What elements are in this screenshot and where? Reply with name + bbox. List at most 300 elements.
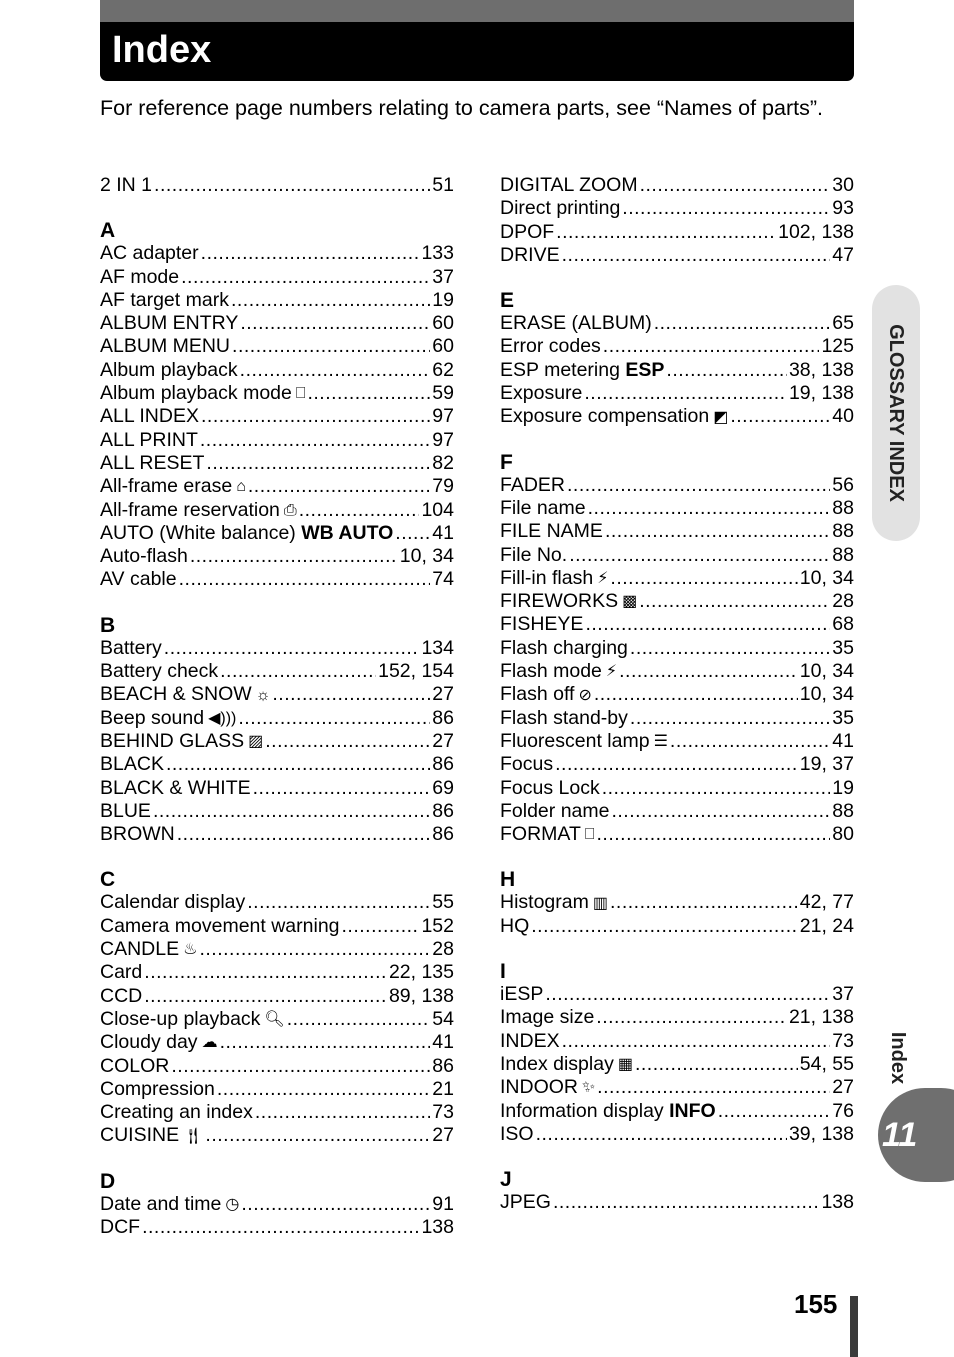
index-entry	[100, 1216, 454, 1239]
entry-label	[100, 800, 151, 823]
entry-label	[100, 289, 229, 312]
dot-leader	[142, 1216, 419, 1239]
entry-label	[100, 545, 188, 568]
behind-glass-icon: ▨	[248, 733, 264, 751]
entry-page: 51	[432, 174, 454, 196]
dot-leader	[247, 891, 430, 914]
entry-page: 152, 154	[378, 660, 454, 683]
entry-page: 19	[832, 776, 854, 799]
section-letter: H	[500, 868, 516, 892]
dot-leader	[199, 938, 430, 961]
entry-label-text: BROWN	[100, 823, 175, 846]
section-letter: E	[500, 289, 515, 313]
beach-snow-icon: ☼	[255, 686, 271, 704]
entry-label	[500, 660, 617, 683]
dot-leader	[179, 568, 431, 591]
dot-leader	[201, 242, 420, 265]
dot-leader	[622, 197, 830, 220]
entry-label-text: AF mode	[100, 265, 180, 288]
index-entry	[100, 1055, 454, 1078]
entry-label	[500, 730, 668, 753]
entry-page: 38, 138	[788, 358, 854, 381]
entry-page: 27	[832, 1076, 854, 1099]
chapter-badge	[878, 1088, 954, 1182]
entry-label-text: 2 IN 1	[100, 174, 153, 196]
entry-label-text: JPEG	[500, 1191, 551, 1214]
entry-label-text: All-frame reservation	[100, 498, 280, 521]
dot-leader	[602, 777, 831, 800]
entry-label-text: ALL INDEX	[100, 405, 199, 428]
entry-label-text: ALL PRINT	[100, 428, 198, 451]
entry-page: 10, 34	[799, 683, 854, 706]
entry-label	[100, 1193, 239, 1216]
index-entry	[100, 823, 454, 846]
index-entry	[500, 891, 854, 914]
entry-label	[100, 1101, 253, 1124]
section-gap	[500, 267, 854, 288]
dot-leader	[594, 683, 798, 706]
dot-leader	[153, 800, 430, 823]
dot-leader	[238, 707, 430, 730]
entry-label-text: DCF	[100, 1215, 141, 1238]
dot-leader	[619, 660, 798, 683]
entry-label-text: Battery check	[100, 660, 219, 683]
index-entry	[500, 474, 854, 497]
dot-leader	[154, 174, 430, 197]
entry-page: 69	[432, 776, 454, 799]
index-entry	[100, 359, 454, 382]
entry-label-text: Image size	[500, 1006, 595, 1029]
index-entry	[500, 590, 854, 613]
index-entry	[100, 660, 454, 683]
entry-label	[500, 637, 628, 660]
entry-page: 62	[432, 358, 454, 381]
histogram-icon: ▥	[592, 894, 608, 912]
index-header	[100, 0, 854, 81]
entry-page: 19, 138	[788, 382, 854, 405]
entry-label-text: BEACH & SNOW	[100, 683, 252, 706]
entry-label-text: FADER	[500, 473, 566, 496]
entry-label	[500, 1100, 716, 1123]
entry-label-text: Cloudy day	[100, 1031, 198, 1054]
entry-label-text: ALBUM ENTRY	[100, 312, 239, 335]
entry-label-text: BEHIND GLASS	[100, 729, 245, 752]
entry-page: 86	[432, 799, 454, 822]
entry-page: 79	[432, 475, 454, 498]
index-entry	[500, 544, 854, 567]
entry-label	[500, 891, 608, 914]
entry-page: 133	[421, 242, 454, 265]
entry-page: 60	[432, 312, 454, 335]
section-gap	[100, 1148, 454, 1169]
dot-leader	[144, 985, 387, 1008]
entry-label-text: Auto-flash	[100, 545, 188, 568]
entry-label-text: Fluorescent lamp	[500, 729, 650, 752]
entry-page: 86	[432, 823, 454, 846]
entry-label	[100, 985, 142, 1008]
entry-label-text: ERASE (ALBUM)	[500, 312, 652, 335]
entry-page: 27	[432, 1124, 454, 1147]
entry-page: 37	[832, 983, 854, 1006]
index-entry	[500, 335, 854, 358]
entry-label-text: HQ	[500, 914, 530, 937]
format-icon: ⎕	[584, 826, 595, 844]
dot-leader	[217, 1078, 430, 1101]
entry-label-text: Histogram	[500, 891, 589, 914]
entry-label	[100, 961, 142, 984]
dot-leader	[588, 497, 831, 520]
entry-page: 93	[832, 197, 854, 220]
entry-label	[500, 335, 601, 358]
section-gap	[500, 429, 854, 450]
dot-leader	[181, 266, 430, 289]
index-entry	[500, 1191, 854, 1214]
dot-leader	[567, 474, 830, 497]
entry-label-text: DIGITAL ZOOM	[500, 174, 638, 196]
dot-leader	[585, 613, 830, 636]
index-entry	[500, 1030, 854, 1053]
dot-leader	[255, 1101, 430, 1124]
entry-page: 27	[432, 729, 454, 752]
dot-leader	[177, 823, 431, 846]
entry-symbol: WB AUTO	[301, 521, 394, 544]
entry-page: 91	[432, 1192, 454, 1215]
index-entry	[100, 242, 454, 265]
entry-label	[100, 1031, 218, 1054]
entry-label	[100, 637, 162, 660]
entry-label	[100, 266, 179, 289]
entry-label	[100, 1055, 169, 1078]
dot-leader	[240, 359, 431, 382]
index-entry	[100, 312, 454, 335]
index-entry	[500, 915, 854, 938]
index-entry	[500, 359, 854, 382]
dot-leader	[342, 915, 420, 938]
section-letter: B	[100, 613, 116, 637]
entry-page: 10, 34	[399, 545, 454, 568]
dot-leader	[610, 567, 797, 590]
index-entry	[500, 1076, 854, 1099]
entry-page: 73	[432, 1101, 454, 1124]
index-entry	[100, 382, 454, 405]
entry-label-text: ESP metering	[500, 358, 620, 381]
entry-label-text: FORMAT	[500, 823, 581, 846]
index-entry	[100, 753, 454, 776]
dot-leader	[562, 1030, 831, 1053]
entry-label	[100, 405, 199, 428]
dot-leader	[718, 1100, 831, 1123]
entry-label-text: AV cable	[100, 568, 177, 591]
entry-page: 138	[421, 1215, 454, 1238]
entry-label-text: AC adapter	[100, 242, 199, 265]
index-entry	[100, 1101, 454, 1124]
index-entry	[100, 985, 454, 1008]
entry-label	[500, 915, 529, 938]
dot-leader	[536, 1123, 787, 1146]
index-display-icon: ▦	[617, 1056, 633, 1074]
entry-label-text: Focus	[500, 753, 554, 776]
entry-label	[500, 520, 603, 543]
index-entry	[500, 660, 854, 683]
entry-label-text: Date and time	[100, 1192, 222, 1215]
entry-label	[500, 197, 620, 220]
entry-label	[100, 1216, 140, 1239]
index-entry	[100, 545, 454, 568]
entry-page: 28	[832, 590, 854, 613]
entry-page: 19	[432, 288, 454, 311]
dot-leader	[730, 405, 830, 428]
entry-label-text: Information display	[500, 1099, 664, 1122]
entry-label	[100, 452, 204, 475]
index-entry	[100, 1031, 454, 1054]
dot-leader	[253, 777, 431, 800]
entry-page: 10, 34	[799, 566, 854, 589]
entry-page: 102, 138	[778, 220, 854, 243]
header-top-strip	[100, 0, 854, 22]
entry-label-text: Album playback mode	[100, 382, 292, 405]
entry-label	[500, 823, 595, 846]
clock-icon: ◷	[225, 1195, 240, 1213]
dot-leader	[241, 1193, 430, 1216]
section-letter: A	[100, 219, 116, 243]
dot-leader	[248, 475, 430, 498]
entry-label	[500, 405, 728, 428]
entry-symbol: INFO	[669, 1099, 716, 1122]
intro-text: For reference page numbers relating to camera parts, see “Names of parts”.	[100, 96, 823, 120]
entry-page: 28	[432, 938, 454, 961]
entry-label-text: INDEX	[500, 1029, 560, 1052]
entry-label	[500, 777, 600, 800]
entry-label-text: ALL RESET	[100, 451, 205, 474]
entry-label-text: Camera movement warning	[100, 914, 340, 937]
dot-leader	[584, 382, 787, 405]
index-entry	[500, 1100, 854, 1123]
dot-leader	[569, 544, 830, 567]
entry-label-text: ISO	[500, 1122, 534, 1145]
entry-page: 88	[832, 496, 854, 519]
dot-leader	[231, 289, 430, 312]
entry-label	[500, 1123, 534, 1146]
index-entry	[500, 197, 854, 220]
entry-page: 21, 138	[788, 1006, 854, 1029]
entry-page: 88	[832, 543, 854, 566]
entry-label	[500, 1076, 595, 1099]
entry-page: 86	[432, 753, 454, 776]
dot-leader	[610, 891, 798, 914]
dot-leader	[240, 312, 430, 335]
dot-leader	[166, 753, 430, 776]
index-entry	[500, 613, 854, 636]
entry-label	[500, 312, 652, 335]
index-entry	[100, 1078, 454, 1101]
dot-leader	[201, 405, 430, 428]
index-entry	[100, 429, 454, 452]
index-entry	[500, 497, 854, 520]
section-letter: D	[100, 1169, 116, 1193]
entry-label	[500, 497, 586, 520]
index-entry	[100, 335, 454, 358]
entry-page: 65	[832, 312, 854, 335]
exposure-compensation-icon: ◩	[713, 408, 729, 426]
dot-leader	[630, 707, 830, 730]
entry-label-text: Card	[100, 961, 143, 984]
entry-page: 39, 138	[788, 1122, 854, 1145]
entry-page: 59	[432, 382, 454, 405]
index-entry	[500, 312, 854, 335]
entry-page: 35	[832, 636, 854, 659]
entry-page: 97	[432, 428, 454, 451]
index-entry	[500, 520, 854, 543]
entry-label	[500, 474, 565, 497]
page-number-bar	[850, 1296, 858, 1357]
dot-leader	[206, 452, 430, 475]
section-letter: J	[500, 1168, 512, 1192]
entry-page: 86	[432, 706, 454, 729]
entry-label-text: Compression	[100, 1077, 215, 1100]
index-entry	[100, 405, 454, 428]
section-gap	[500, 1146, 854, 1167]
dot-leader	[205, 1124, 430, 1147]
entry-label	[500, 382, 582, 405]
dot-leader	[603, 335, 820, 358]
entry-label-text: Exposure compensation	[500, 405, 710, 428]
entry-label-text: Calendar display	[100, 891, 246, 914]
index-entry	[500, 983, 854, 1006]
entry-page: 30	[832, 174, 854, 196]
index-entry	[500, 637, 854, 660]
index-entry	[100, 568, 454, 591]
entry-label	[100, 730, 263, 753]
index-entry	[500, 244, 854, 267]
entry-page: 82	[432, 451, 454, 474]
dot-leader	[605, 520, 830, 543]
index-entry	[100, 777, 454, 800]
glossary-index-tab-label: GLOSSARY INDEX	[885, 324, 907, 502]
glossary-index-tab[interactable]	[872, 285, 920, 541]
index-entry	[500, 823, 854, 846]
index-entry	[500, 730, 854, 753]
entry-label	[100, 823, 175, 846]
dot-leader	[666, 359, 787, 382]
entry-label-text: BLACK & WHITE	[100, 776, 251, 799]
entry-label-text: Battery	[100, 636, 162, 659]
dot-leader	[640, 174, 831, 197]
entry-label-text: CUISINE	[100, 1124, 180, 1147]
entry-page: 41	[832, 729, 854, 752]
dot-leader	[531, 915, 798, 938]
entry-label-text: INDOOR	[500, 1076, 578, 1099]
entry-label	[500, 683, 592, 706]
entry-label	[100, 382, 305, 405]
entry-label	[500, 244, 560, 267]
index-entry	[500, 707, 854, 730]
entry-label-text: DPOF	[500, 220, 555, 243]
index-entry	[100, 289, 454, 312]
entry-label-text: All-frame erase	[100, 475, 233, 498]
side-index-label: Index	[887, 1031, 909, 1085]
dot-leader	[287, 1008, 431, 1031]
dot-leader	[553, 1191, 820, 1214]
all-frame-erase-icon: ⌂	[236, 478, 246, 496]
entry-label	[100, 429, 198, 452]
index-entry	[100, 707, 454, 730]
index-entry	[100, 938, 454, 961]
entry-page: 134	[421, 636, 454, 659]
index-entry	[100, 800, 454, 823]
fluorescent-lamp-icon: ☰	[653, 733, 668, 751]
dot-leader	[639, 590, 830, 613]
entry-page: 35	[832, 706, 854, 729]
entry-page: 56	[832, 473, 854, 496]
dot-leader	[635, 1053, 798, 1076]
entry-label-text: Close-up playback	[100, 1007, 261, 1030]
dot-leader	[200, 429, 430, 452]
entry-label	[100, 891, 245, 914]
flash-off-icon: ⊘	[578, 686, 592, 704]
entry-label	[100, 174, 152, 197]
entry-label-text: Index display	[500, 1052, 614, 1075]
entry-label	[500, 707, 628, 730]
entry-label	[500, 800, 609, 823]
index-entry	[100, 637, 454, 660]
section-letter: C	[100, 868, 116, 892]
section-gap	[500, 846, 854, 867]
entry-label-text: COLOR	[100, 1054, 170, 1077]
entry-label	[100, 335, 230, 358]
dot-leader	[670, 730, 830, 753]
entry-label-text: Flash mode	[500, 660, 602, 683]
entry-label	[100, 242, 199, 265]
entry-label	[500, 1053, 633, 1076]
entry-page: 47	[832, 243, 854, 266]
candle-icon: ♨	[183, 941, 198, 959]
entry-page: 55	[432, 891, 454, 914]
entry-page: 80	[832, 823, 854, 846]
dot-leader	[299, 499, 420, 522]
entry-page: 10, 34	[799, 660, 854, 683]
entry-label	[100, 499, 297, 522]
index-column-left	[100, 174, 454, 1239]
entry-label	[100, 312, 238, 335]
entry-page: 41	[432, 1031, 454, 1054]
index-entry	[100, 961, 454, 984]
index-entry	[100, 1193, 454, 1216]
index-entry	[500, 683, 854, 706]
section-gap	[500, 938, 854, 959]
dot-leader	[555, 753, 798, 776]
dot-leader	[556, 221, 776, 244]
entry-label	[100, 522, 393, 545]
index-entry	[100, 915, 454, 938]
entry-label-text: ALBUM MENU	[100, 335, 231, 358]
entry-label	[500, 1191, 551, 1214]
index-entry	[500, 1053, 854, 1076]
entry-page: 19, 37	[799, 753, 854, 776]
entry-page: 76	[832, 1099, 854, 1122]
entry-page: 138	[821, 1191, 854, 1214]
entry-label-text: Direct printing	[500, 197, 621, 220]
entry-label	[100, 777, 251, 800]
entry-page: 88	[832, 799, 854, 822]
dot-leader	[597, 823, 831, 846]
entry-label-text: DRIVE	[500, 243, 560, 266]
entry-label	[100, 359, 238, 382]
entry-label-text: Fill-in flash	[500, 566, 594, 589]
entry-label	[500, 753, 553, 776]
index-entry	[100, 522, 454, 545]
entry-page: 54	[432, 1007, 454, 1030]
entry-page: 27	[432, 683, 454, 706]
